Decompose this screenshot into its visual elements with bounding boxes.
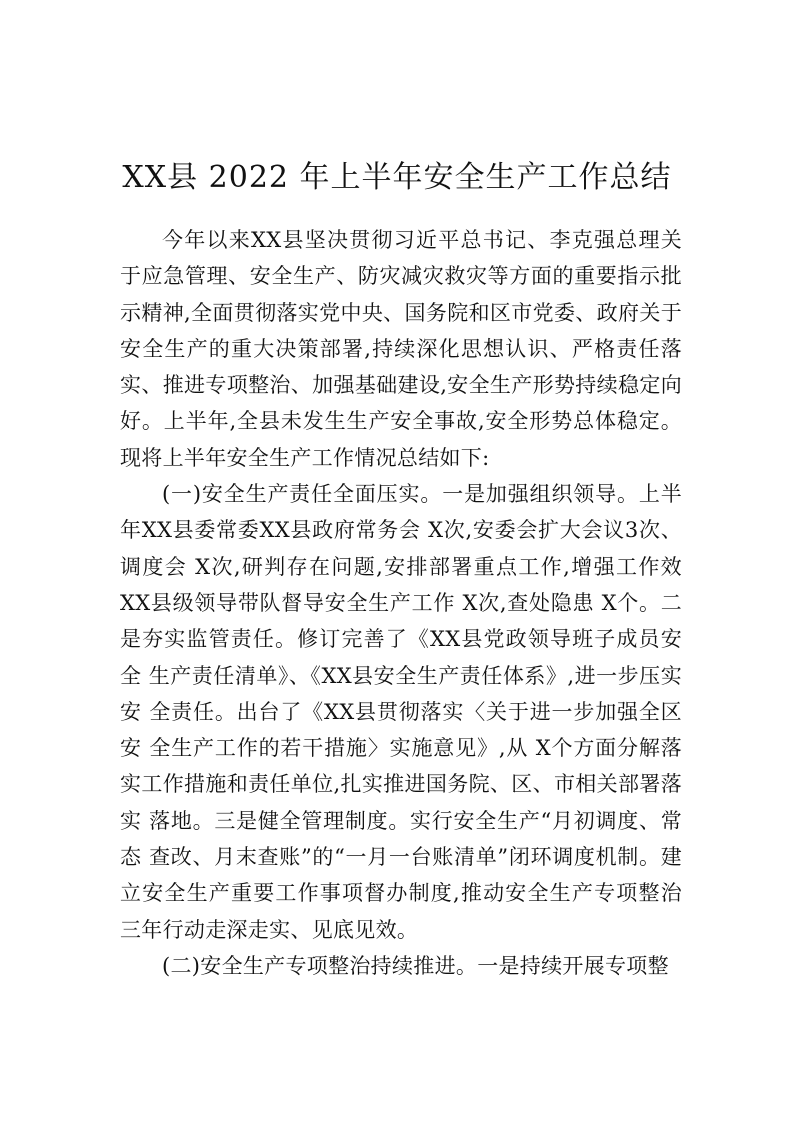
section-2-heading: (二)安全生产专项整治持续推进。 (162, 953, 478, 978)
section-2-text: 一是持续开展专项整 (477, 953, 669, 978)
section-1-heading: (一)安全生产责任全面压实。 (162, 482, 443, 507)
paragraph-section-1 (120, 476, 682, 948)
section-1-text: 一是加强组织领导。上半年XX县委常委XX县政府常务会 X次,安委会扩大会议3次、调度会 X次,研判存在问题,安排部署重点工作,增强工作效XX县级领导带队督导安全生产工作 X次,查处隐患 X个。二是夯实监管责任。修订完善了《XX县党政领导班子成员安全 生产责任清单》、《XX县安全生产责任体系》,进一步压实安 全责任。出台了《XX县贯彻落实〈关于进一步加强全区安 全生产工作的若干措施〉实施意见》,从 X个方面分解落实工作措施和责任单位,扎实推进国务院、区、市相关部署落实 落地。三是健全管理制度。实行安全生产“月初调度、常态 查改、月末查账”的“一月一台账清单”闭环调度机制。建 立安全生产重要工作事项督办制度,推动安全生产专项整治 三年行动走深走实、见底见效。 (120, 482, 682, 942)
document-body (120, 222, 682, 984)
paragraph-intro-text: 今年以来XX县坚决贯彻习近平总书记、李克强总理关于应急管理、安全生产、防灾减灾救灾等方面的重要指示批示精神,全面贯彻落实党中央、国务院和区市党委、政府关于安全生产的重大决策部署,持续深化思想认识、严格责任落实、推进专项整治、加强基础建设,安全生产形势持续稳定向好。上半年,全县未发生生产安全事故,安全形势总体稳定。现将上半年安全生产工作情况总结如下: (120, 228, 682, 470)
paragraph-intro (120, 222, 682, 476)
paragraph-section-2 (120, 948, 682, 984)
document-title: XX县 2022 年上半年安全生产工作总结 (122, 160, 672, 196)
